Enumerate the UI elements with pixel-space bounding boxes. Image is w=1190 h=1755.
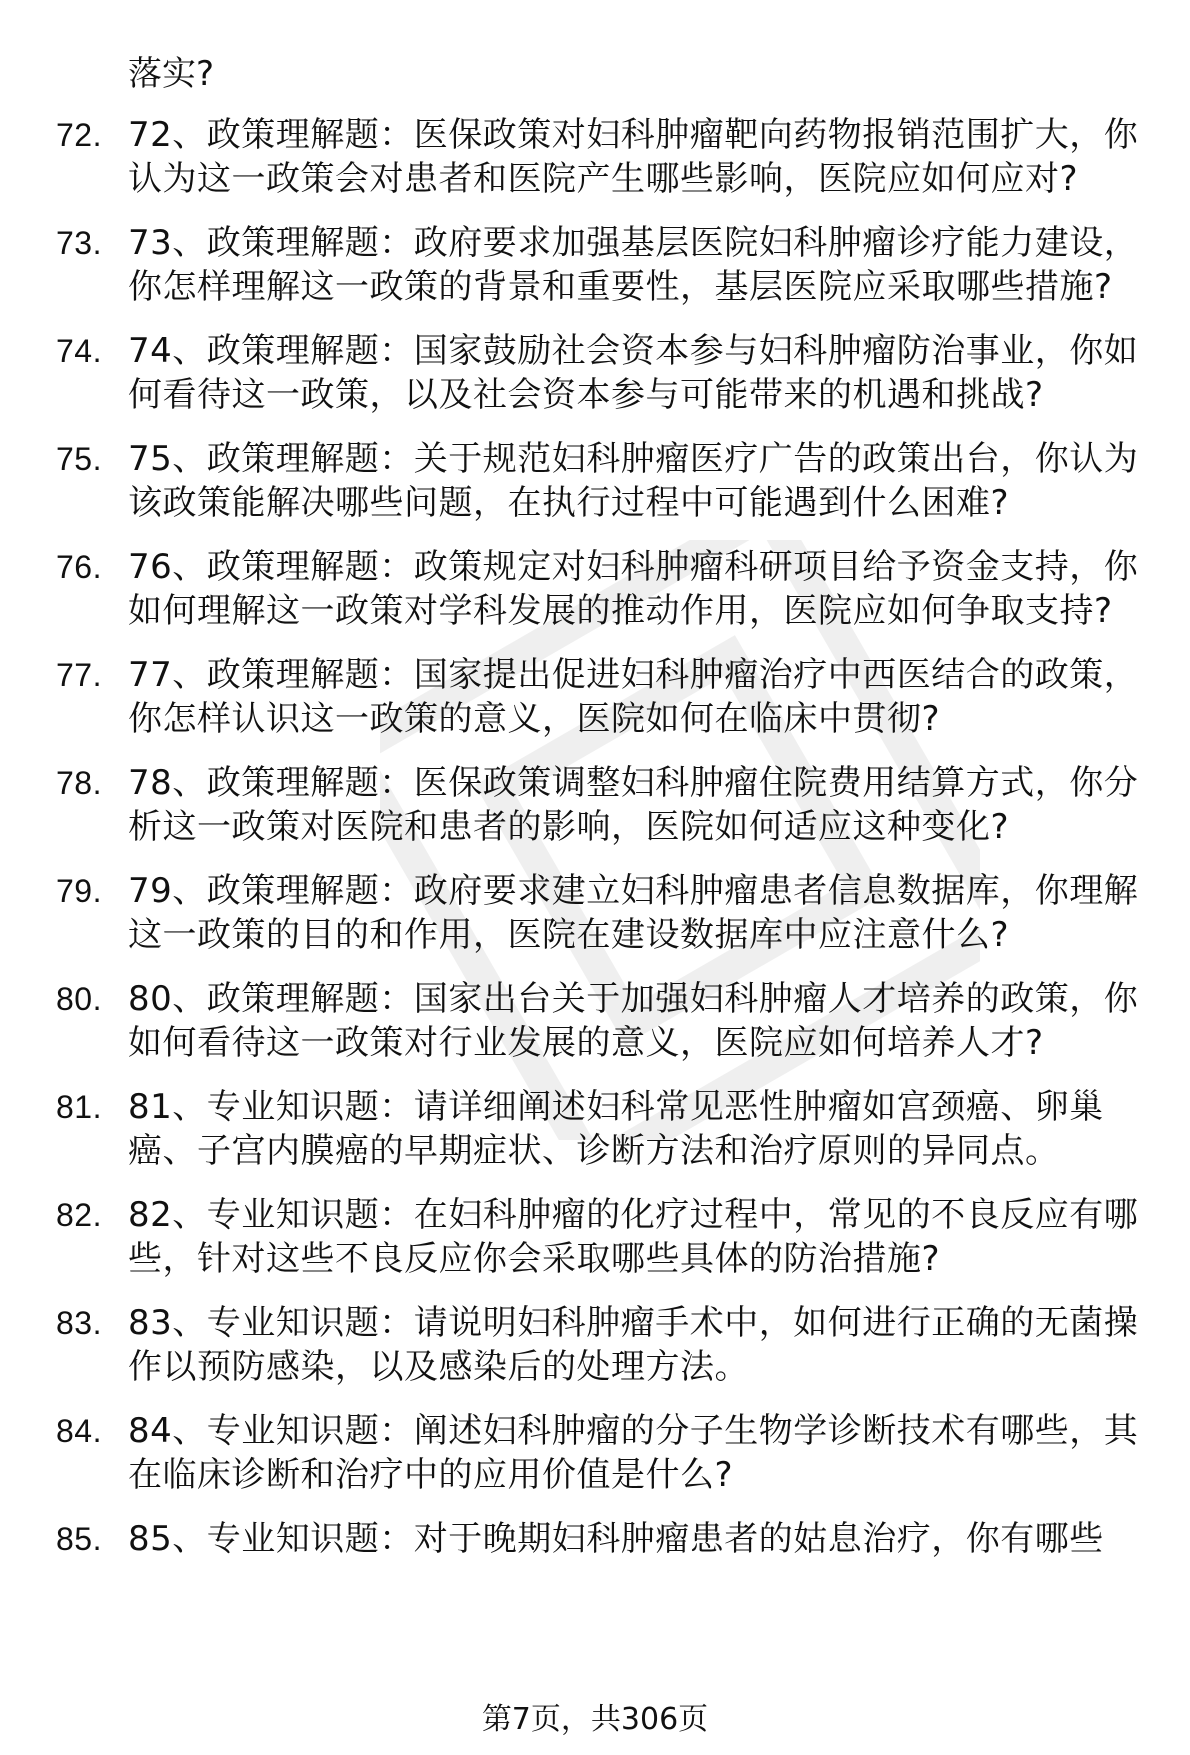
question-text: 78、政策理解题：医保政策调整妇科肿瘤住院费用结算方式，你分析这一政策对医院和患者的影响，医院如何适应这种变化? [128,763,1139,847]
question-number: 73. [56,225,102,261]
question-text: 80、政策理解题：国家出台关于加强妇科肿瘤人才培养的政策，你如何看待这一政策对行业发展的意义，医院应如何培养人才? [128,979,1139,1063]
question-text: 74、政策理解题：国家鼓励社会资本参与妇科肿瘤防治事业，你如何看待这一政策，以及社会资本参与可能带来的机遇和挑战? [128,331,1139,415]
question-number: 78. [56,765,102,801]
question-text: 84、专业知识题：阐述妇科肿瘤的分子生物学诊断技术有哪些，其在临床诊断和治疗中的应用价值是什么? [128,1411,1139,1495]
question-number: 75. [56,441,102,477]
list-item [0,545,1190,633]
question-number: 80. [56,981,102,1017]
question-text: 85、专业知识题：对于晚期妇科肿瘤患者的姑息治疗，你有哪些 [128,1519,1104,1559]
question-number: 83. [56,1305,102,1341]
page-footer: 第7页，共306页 [481,1702,709,1737]
list-item [0,1301,1190,1389]
question-text: 83、专业知识题：请说明妇科肿瘤手术中，如何进行正确的无菌操作以预防感染，以及感染后的处理方法。 [128,1303,1139,1387]
list-item [0,1409,1190,1497]
question-text: 81、专业知识题：请详细阐述妇科常见恶性肿瘤如宫颈癌、卵巢癌、子宫内膜癌的早期症状、诊断方法和治疗原则的异同点。 [128,1087,1104,1171]
list-item [0,869,1190,957]
list-item [0,761,1190,849]
list-item [0,221,1190,309]
question-number: 76. [56,549,102,585]
list-item [0,1517,1190,1561]
question-number: 74. [56,333,102,369]
question-number: 72. [56,117,102,153]
list-item [0,113,1190,201]
question-number: 85. [56,1521,102,1557]
question-list [0,113,1190,1581]
question-number: 82. [56,1197,102,1233]
list-item [0,329,1190,417]
list-item [0,977,1190,1065]
list-item [0,437,1190,525]
list-item [0,1193,1190,1281]
question-text: 75、政策理解题：关于规范妇科肿瘤医疗广告的政策出台，你认为该政策能解决哪些问题，在执行过程中可能遇到什么困难? [128,439,1139,523]
list-item [0,653,1190,741]
question-text: 72、政策理解题：医保政策对妇科肿瘤靶向药物报销范围扩大，你认为这一政策会对患者和医院产生哪些影响，医院应如何应对? [128,115,1139,199]
question-text: 82、专业知识题：在妇科肿瘤的化疗过程中，常见的不良反应有哪些，针对这些不良反应你会采取哪些具体的防治措施? [128,1195,1139,1279]
question-number: 77. [56,657,102,693]
question-number: 84. [56,1413,102,1449]
question-number: 79. [56,873,102,909]
continuation-text: 落实? [128,54,215,94]
question-text: 76、政策理解题：政策规定对妇科肿瘤科研项目给予资金支持，你如何理解这一政策对学科发展的推动作用，医院应如何争取支持? [128,547,1139,631]
question-text: 77、政策理解题：国家提出促进妇科肿瘤治疗中西医结合的政策，你怎样认识这一政策的意义，医院如何在临床中贯彻? [128,655,1139,739]
question-text: 73、政策理解题：政府要求加强基层医院妇科肿瘤诊疗能力建设，你怎样理解这一政策的背景和重要性，基层医院应采取哪些措施? [128,223,1139,307]
question-text: 79、政策理解题：政府要求建立妇科肿瘤患者信息数据库，你理解这一政策的目的和作用，医院在建设数据库中应注意什么? [128,871,1139,955]
list-item [0,1085,1190,1173]
question-number: 81. [56,1089,102,1125]
